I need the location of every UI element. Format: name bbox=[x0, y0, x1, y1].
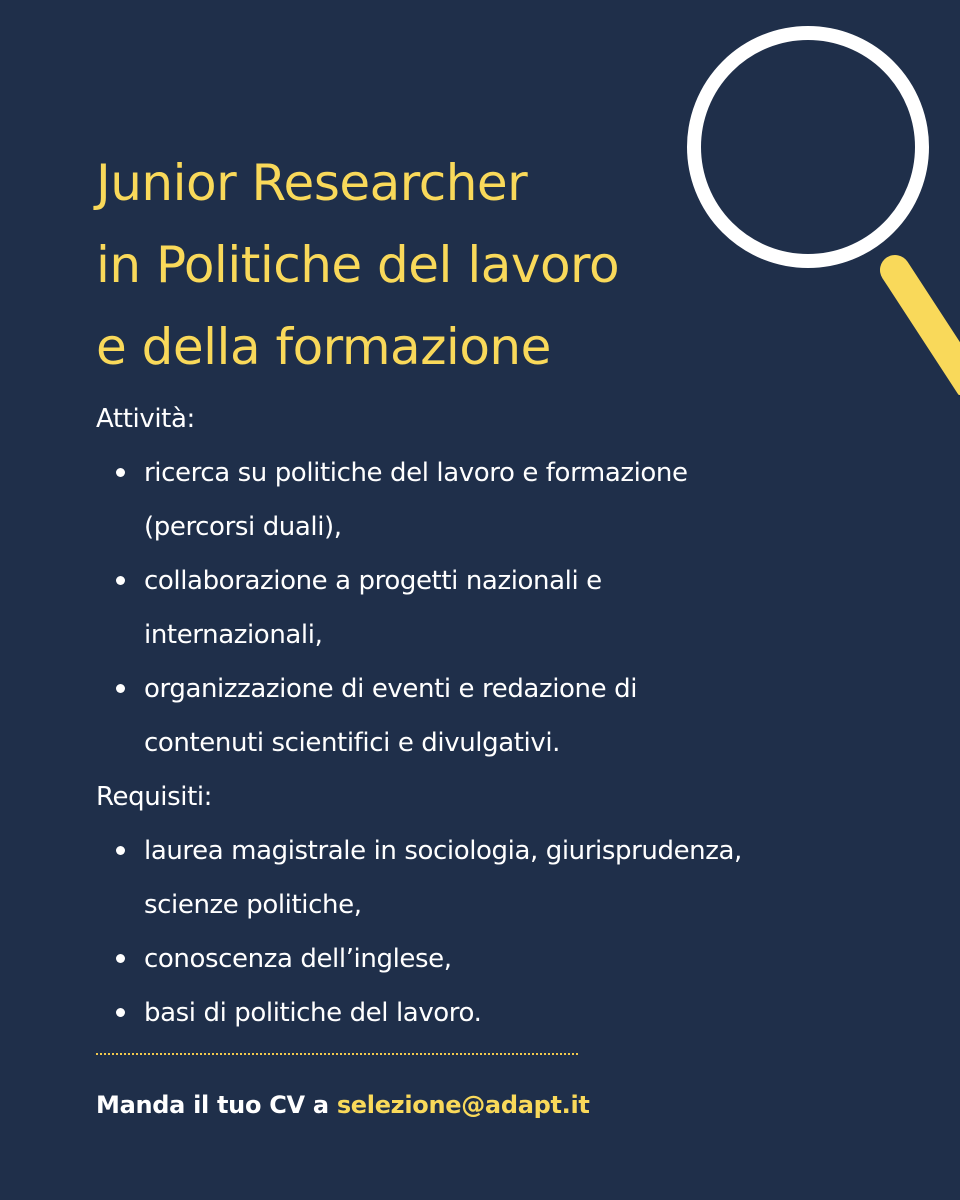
list-item bbox=[144, 554, 856, 662]
list-item-line: (percorsi duali), bbox=[144, 512, 342, 542]
title-line-3: e della formazione bbox=[96, 318, 551, 376]
cta-text: Manda il tuo CV a bbox=[96, 1091, 337, 1119]
title-line-2: in Politiche del lavoro bbox=[96, 236, 620, 294]
requisiti-heading: Requisiti: bbox=[96, 782, 213, 812]
list-item bbox=[144, 932, 856, 986]
list-item-line: laurea magistrale in sociologia, giurisprudenza, bbox=[144, 836, 742, 866]
page-title bbox=[96, 142, 619, 388]
magnifying-glass-icon bbox=[680, 15, 960, 395]
call-to-action bbox=[96, 1083, 590, 1127]
title-line-1: Junior Researcher bbox=[96, 154, 528, 212]
list-item-line: collaborazione a progetti nazionali e bbox=[144, 566, 602, 596]
list-item bbox=[144, 446, 856, 554]
list-item-line: basi di politiche del lavoro. bbox=[144, 998, 482, 1028]
requisiti-list bbox=[96, 824, 856, 1040]
list-item bbox=[144, 662, 856, 770]
list-item bbox=[144, 986, 856, 1040]
attivita-heading: Attività: bbox=[96, 404, 195, 434]
list-item-line: organizzazione di eventi e redazione di bbox=[144, 674, 638, 704]
email-link[interactable]: selezione@adapt.it bbox=[336, 1091, 590, 1119]
list-item bbox=[144, 824, 856, 932]
list-item-line: conoscenza dell’inglese, bbox=[144, 944, 452, 974]
list-item-line: scienze politiche, bbox=[144, 890, 362, 920]
list-item-line: ricerca su politiche del lavoro e formazione bbox=[144, 458, 688, 488]
job-description bbox=[96, 392, 856, 1040]
dotted-divider bbox=[96, 1053, 578, 1055]
attivita-list bbox=[96, 446, 856, 770]
list-item-line: internazionali, bbox=[144, 620, 323, 650]
list-item-line: contenuti scientifici e divulgativi. bbox=[144, 728, 561, 758]
